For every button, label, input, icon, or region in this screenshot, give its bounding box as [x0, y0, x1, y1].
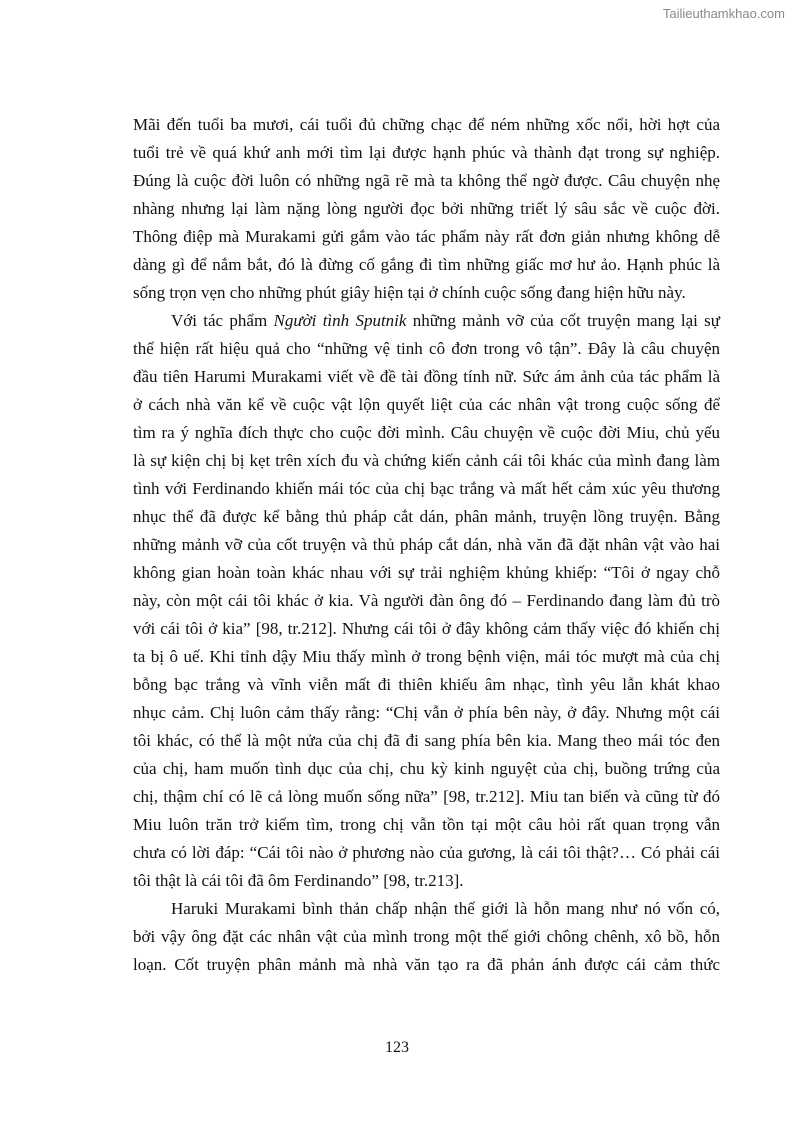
text-line: tuổi trẻ về quá khứ anh mới tìm lại được hạnh phúc và thành đạt trong sự nghiệp. — [133, 143, 720, 162]
text-line: Thông điệp mà Murakami gửi gắm vào tác phẩm này rất đơn giản nhưng không dễ — [133, 227, 720, 246]
paragraph-2 — [133, 307, 720, 895]
text-line: nhàng nhưng lại làm nặng lòng người đọc bởi những triết lý sâu sắc về cuộc đời. — [133, 199, 720, 218]
book-title: Người tình Sputnik — [273, 311, 407, 330]
text-line: ta bị ô uế. Khi tỉnh dậy Miu thấy mình ở trong bệnh viện, mái tóc mượt mà của chị — [133, 647, 720, 666]
text-line: không gian hoàn toàn khác nhau với sự trải nghiệm khủng khiếp: “Tôi ở ngay chỗ — [133, 563, 720, 582]
text-line: này, còn một cái tôi khác ở kia. Và người đàn ông đó – Ferdinando đang làm đủ trò — [133, 591, 720, 610]
text-line: Đúng là cuộc đời luôn có những ngã rẽ mà ta không thể ngờ được. Câu chuyện nhẹ — [133, 171, 720, 190]
text-line: sống trọn vẹn cho những phút giây hiện tại ở chính cuộc sống đang hiện hữu này. — [133, 283, 686, 302]
text-line: nhục thể đã được kể bằng thủ pháp cắt dán, phân mảnh, truyện lồng truyện. Bằng — [133, 507, 720, 526]
text-line: Haruki Murakami bình thản chấp nhận thế giới là hỗn mang như nó vốn có, — [171, 899, 720, 918]
text-line: những mảnh vỡ của cốt truyện và thủ pháp cắt dán, nhà văn đã đặt nhân vật vào hai — [133, 535, 720, 554]
document-body — [133, 111, 720, 979]
text-line: bỗng bạc trắng và vĩnh viễn mất đi thiên khiếu âm nhạc, tình yêu lẫn khát khao — [133, 675, 720, 694]
text-line: loạn. Cốt truyện phân mảnh mà nhà văn tạo ra đã phản ánh được cái cảm thức — [133, 955, 720, 974]
text-line: Mãi đến tuổi ba mươi, cái tuổi đủ chững chạc để ném những xốc nổi, hời hợt của — [133, 115, 720, 134]
text-run: Với tác phẩm — [171, 311, 274, 330]
watermark: Tailieuthamkhao.com — [662, 6, 785, 21]
text-line: dàng gì để nắm bắt, đó là đừng cố gắng đi tìm những giấc mơ hư ảo. Hạnh phúc là — [133, 255, 720, 274]
text-run: những mảnh vỡ của cốt truyện mang lại sự — [406, 311, 720, 330]
text-line: chưa có lời đáp: “Cái tôi nào ở phương nào của gương, là cái tôi thật?… Có phải cái — [133, 843, 720, 862]
text-line: là sự kiện chị bị kẹt trên xích đu và chứng kiến cảnh cái tôi khác của mình đang làm — [133, 451, 720, 470]
text-line: đầu tiên Harumi Murakami viết về đề tài đồng tính nữ. Sức ám ảnh của tác phẩm là — [133, 367, 720, 386]
text-line: Miu luôn trăn trở kiếm tìm, trong chị vẫn tồn tại một câu hỏi rất quan trọng vẫn — [133, 815, 720, 834]
text-line: chị, thậm chí có lẽ cả lòng muốn sống nữa” [98, tr.212]. Miu tan biến và cũng từ đó — [133, 787, 720, 806]
paragraph-3 — [133, 895, 720, 979]
text-line — [133, 307, 720, 335]
text-line: của chị, ham muốn tình dục của chị, chu kỳ kinh nguyệt của chị, buồng trứng của — [133, 759, 720, 778]
text-line: với cái tôi ở kia” [98, tr.212]. Nhưng cái tôi ở đây không cảm thấy việc đó khiến chị — [133, 619, 720, 638]
paragraph-1 — [133, 111, 720, 307]
text-line: thể hiện rất hiệu quả cho “những vệ tinh cô đơn trong vô tận”. Đây là câu chuyện — [133, 339, 720, 358]
text-line: tình với Ferdinando khiến mái tóc của chị bạc trắng và mất hết cảm xúc yêu thương — [133, 479, 720, 498]
text-line: tôi thật là cái tôi đã ôm Ferdinando” [98, tr.213]. — [133, 871, 464, 890]
text-line: tìm ra ý nghĩa đích thực cho cuộc đời mình. Câu chuyện về cuộc đời Miu, chủ yếu — [133, 423, 720, 442]
text-line: ở cách nhà văn kể về cuộc vật lộn quyết liệt của các nhân vật trong cuộc sống để — [133, 395, 720, 414]
text-line: nhục cảm. Chị luôn cảm thấy rằng: “Chị vẫn ở phía bên này, ở đây. Nhưng một cái — [133, 703, 720, 722]
page-number: 123 — [385, 1039, 409, 1056]
text-line: tôi khác, có thể là một nửa của chị đã đi sang phía bên kia. Mang theo mái tóc đen — [133, 731, 720, 750]
text-line: bởi vậy ông đặt các nhân vật của mình trong một thế giới chông chênh, xô bồ, hỗn — [133, 927, 720, 946]
